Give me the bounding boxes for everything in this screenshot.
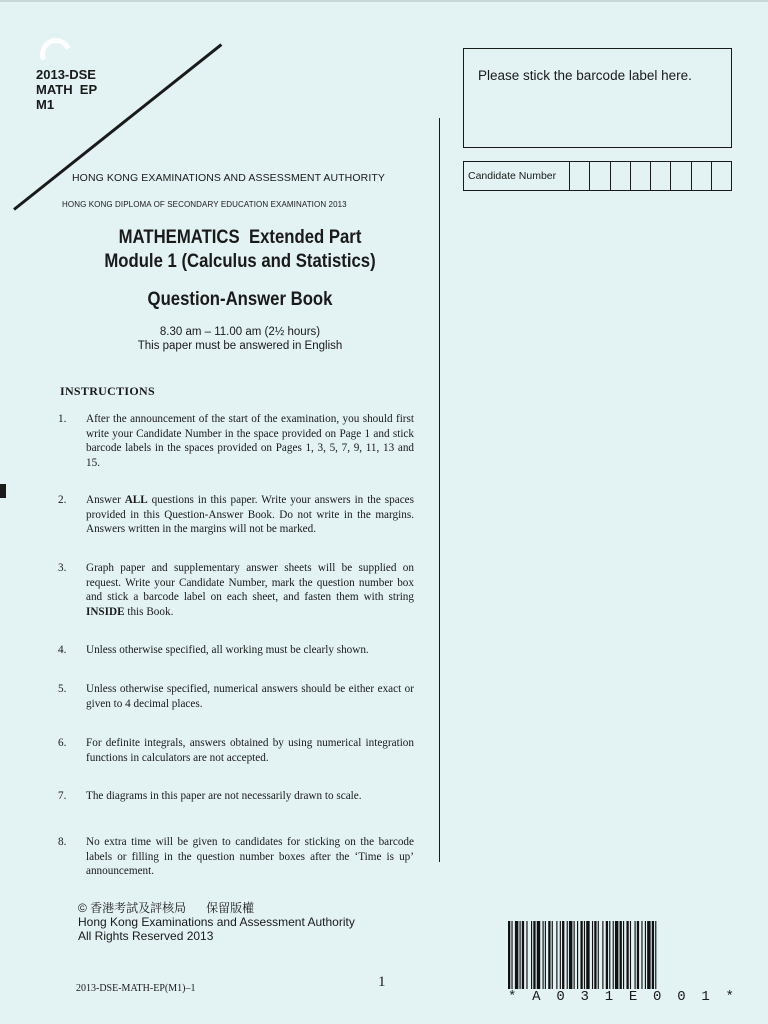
barcode-bar (580, 921, 582, 989)
instruction-text: Graph paper and supplementary answer sheets will be supplied on request. Write your Candidate Number, mark the question number box and stick a barcode label on each sheet, and fasten them with string INSIDE this Book. (86, 562, 414, 618)
exam-time: 8.30 am – 11.00 am (2½ hours) (159, 326, 321, 338)
instruction-number: 2. (58, 494, 67, 506)
barcode-bar (652, 921, 654, 989)
barcode-bar (543, 921, 544, 989)
margin-marker (0, 484, 6, 498)
book-title: Question-Answer Book (147, 289, 333, 310)
instruction-text: After the announcement of the start of the examination, you should first write your Candidate Number in the space provided on Page 1 and stick barcode labels in the spaces provided on Pages 1, 3, 5, 7, 9, 11, 13 and 15. (86, 413, 414, 469)
barcode-char: E (628, 989, 638, 1005)
barcode-bar (598, 921, 599, 989)
paper-title (82, 226, 399, 274)
candidate-number-cell[interactable] (611, 162, 631, 190)
emphasis: ALL (124, 494, 148, 506)
copyright-line-2: Hong Kong Examinations and Assessment Authority (78, 915, 355, 929)
candidate-number-cell[interactable] (590, 162, 610, 190)
instruction-number: 8. (58, 836, 67, 848)
instruction-number: 4. (58, 644, 67, 656)
instruction-text: Unless otherwise specified, numerical answers should be either exact or given to 4 decimal places. (86, 683, 414, 710)
barcode-bar (647, 921, 650, 989)
barcode-char: * (508, 989, 517, 1005)
barcode-bar (569, 921, 572, 989)
barcode-bar (531, 921, 532, 989)
barcode-char: 0 (653, 989, 662, 1005)
instruction-item (58, 736, 418, 765)
barcode-bar (623, 921, 624, 989)
instruction-number: 3. (58, 562, 67, 574)
barcode-bar (645, 921, 646, 989)
barcode-bar (613, 921, 614, 989)
instruction-number: 5. (58, 683, 67, 695)
barcode-bar (537, 921, 540, 989)
barcode-bar (533, 921, 535, 989)
barcode-char: 3 (580, 989, 589, 1005)
barcode-bar (615, 921, 618, 989)
barcode-bar (545, 921, 546, 989)
instruction-number: 7. (58, 790, 67, 802)
copyright-line-3: All Rights Reserved 2013 (78, 929, 214, 943)
barcode-bar (508, 921, 510, 989)
barcode-bar (556, 921, 557, 989)
barcode-char: * (725, 989, 734, 1005)
instruction-text: For definite integrals, answers obtained by using numerical integration functions in calculators are not accepted. (86, 737, 414, 764)
instructions-heading: INSTRUCTIONS (60, 384, 155, 398)
candidate-number-box (463, 161, 732, 191)
instruction-item (58, 789, 418, 804)
barcode-bar (609, 921, 610, 989)
barcode-bar (515, 921, 518, 989)
barcode-bar (511, 921, 512, 989)
page-number: 1 (378, 974, 386, 990)
instruction-text: Answer ALL questions in this paper. Write your answers in the spaces provided in this Question-Answer Book. Do not write in the margins. Answers written in the margins will not be marked. (86, 494, 414, 535)
barcode-text (508, 989, 734, 1005)
instruction-number: 6. (58, 737, 67, 749)
barcode-bar (567, 921, 568, 989)
barcode-bar (574, 921, 575, 989)
barcode-bar (641, 921, 642, 989)
barcode-bar (602, 921, 603, 989)
instruction-text: No extra time will be given to candidates for sticking on the barcode labels or filling in the question number boxes after the ‘Time is up’ announcement. (86, 836, 414, 877)
barcode-bar (630, 921, 631, 989)
language-note: This paper must be answered in English (137, 340, 343, 352)
barcode-bar (577, 921, 578, 989)
paper-code-line: M1 (36, 97, 55, 112)
instruction-item (58, 412, 418, 470)
instruction-number: 1. (58, 413, 67, 425)
barcode-bar (620, 921, 622, 989)
footer-paper-code: 2013-DSE-MATH-EP(M1)–1 (76, 983, 196, 994)
copyright-line-1: © 香港考試及評核局 保留版權 (78, 901, 255, 915)
barcode-bar (592, 921, 593, 989)
instruction-item (58, 493, 418, 537)
barcode-char: 0 (677, 989, 686, 1005)
barcode-graphic (508, 921, 734, 989)
instruction-text: The diagrams in this paper are not necessarily drawn to scale. (86, 790, 362, 802)
candidate-number-cell[interactable] (692, 162, 712, 190)
candidate-number-cell[interactable] (671, 162, 691, 190)
barcode-bar (637, 921, 639, 989)
instruction-item (58, 835, 418, 879)
barcode-bar (606, 921, 608, 989)
barcode-bar (522, 921, 524, 989)
candidate-number-cell[interactable] (631, 162, 651, 190)
barcode-bar (594, 921, 596, 989)
paper-code-block (36, 67, 97, 112)
barcode-char: 1 (701, 989, 710, 1005)
paper-edge (0, 0, 768, 2)
column-divider (439, 118, 440, 862)
title-line-1: MATHEMATICS Extended Part (118, 227, 362, 248)
barcode-bar (562, 921, 564, 989)
emphasis: INSIDE (86, 605, 125, 618)
copyright-block (78, 901, 355, 943)
instruction-item (58, 643, 418, 658)
barcode-bar (584, 921, 585, 989)
instruction-item (58, 682, 418, 711)
barcode-bar (520, 921, 521, 989)
candidate-number-cell[interactable] (712, 162, 731, 190)
barcode-char: 1 (604, 989, 614, 1005)
barcode-bar (548, 921, 550, 989)
barcode-label-text: Please stick the barcode label here. (478, 68, 692, 83)
barcode-label-box[interactable] (463, 48, 732, 148)
diploma-name: HONG KONG DIPLOMA OF SECONDARY EDUCATION EXAMINATION 2013 (62, 200, 347, 209)
barcode-bar (552, 921, 553, 989)
barcode-bar (635, 921, 636, 989)
instruction-item (58, 561, 418, 619)
barcode-char: 0 (556, 989, 565, 1005)
barcode-char: A (532, 989, 541, 1005)
candidate-number-cell[interactable] (651, 162, 671, 190)
candidate-number-label: Candidate Number (464, 162, 570, 190)
barcode-bar (655, 921, 656, 989)
paper-code-line: MATH EP (36, 82, 98, 97)
instruction-text: Unless otherwise specified, all working must be clearly shown. (86, 644, 369, 656)
title-line-2: Module 1 (Calculus and Statistics) (104, 251, 376, 272)
paper-code-line: 2013-DSE (36, 67, 96, 82)
candidate-number-cell[interactable] (570, 162, 590, 190)
authority-name: HONG KONG EXAMINATIONS AND ASSESSMENT AUTHORITY (72, 172, 385, 184)
barcode-bar (586, 921, 589, 989)
barcode-bar (626, 921, 628, 989)
barcode-bar (560, 921, 561, 989)
barcode-bar (526, 921, 527, 989)
